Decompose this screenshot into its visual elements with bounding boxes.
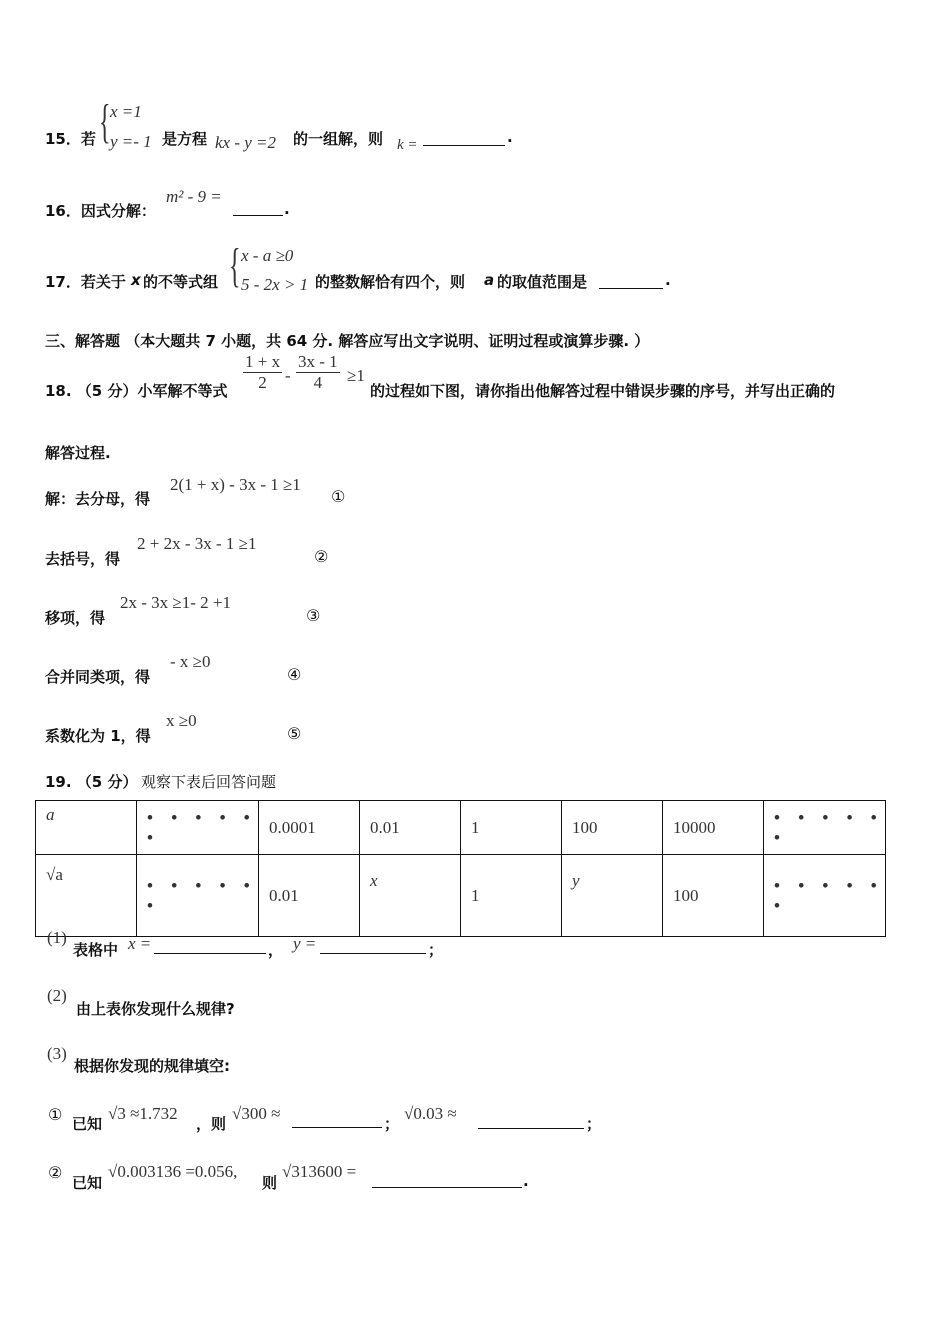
q19-p1-comma: ， [268,941,284,959]
fill-2-q: √313600 = [282,1162,357,1181]
q17-var-a: a [484,271,495,289]
step-3-expr: 2x - 3x ≥1- 2 +1 [120,593,231,612]
q15-text2: 的一组解，则 [293,130,384,148]
q15-sys-line1: x =1 [110,102,142,121]
table-cell: √a [36,855,137,937]
step-1-mark: ① [331,487,346,506]
q18-frac1-den: 2 [258,373,267,392]
q19-p1-end: ； [428,941,444,959]
q17-end: . [665,271,671,289]
fill-1-expr: √3 ≈1.732 [108,1104,178,1123]
q17-suffix2: 的取值范围是 [497,273,588,291]
fill-1-end: ； [586,1115,602,1133]
q19-table [35,800,886,937]
q15-var: k = [397,137,418,153]
q19-x-answer-blank[interactable] [154,939,266,954]
table-cell: 0.01 [360,801,461,855]
step-2-mark: ② [314,547,329,566]
step-2-expr: 2 + 2x - 3x - 1 ≥1 [137,534,257,553]
table-cell: • • • • • • [137,801,259,855]
q17-mid: 的不等式组 [143,273,219,291]
step-4-label: 合并同类项，得 [45,668,151,686]
fill-2-expr: √0.003136 =0.056, [108,1162,238,1181]
fill-1-sep: ； [384,1115,400,1133]
step-3-mark: ③ [306,606,321,625]
q16-answer-blank[interactable] [233,201,283,216]
q18-minus: - [285,366,291,385]
q19-y-answer-blank[interactable] [320,939,426,954]
q17-suffix1: 的整数解恰有四个，则 [315,273,466,291]
q16-end: . [284,200,290,218]
table-cell: 100 [562,801,663,855]
q17-var-x: x [131,271,141,289]
q16-label: 16．因式分解： [45,202,156,220]
q19-number: 19. （5 分） [45,773,138,791]
fill-2-answer-blank[interactable] [372,1173,522,1188]
q18-rhs: ≥1 [347,366,365,385]
table-cell: • • • • • • [764,801,886,855]
step-1-expr: 2(1 + x) - 3x - 1 ≥1 [170,475,301,494]
fill-1-then: ，则 [196,1115,227,1133]
fill-1-answer-blank-2[interactable] [478,1114,584,1129]
q18-frac2-den: 4 [313,373,323,392]
q15-sys-line2: y =- 1 [110,132,152,151]
table-cell: y [562,855,663,937]
q19-p1-text: 表格中 [73,941,119,959]
q18-frac1-num: 1 + x [245,352,281,371]
fill-2-then: 则 [262,1174,278,1192]
step-1-label: 解：去分母，得 [45,490,151,508]
q19-p2-number: (2) [47,986,67,1005]
table-cell: 10000 [663,801,764,855]
step-4-mark: ④ [287,665,302,684]
q17-ineq1: x - a ≥0 [241,246,294,265]
q17-prefix: 17．若关于 [45,273,126,291]
section-3-heading: 三、解答题 （本大题共 7 小题，共 64 分. 解答应写出文字说明、证明过程或演算步骤. ） [45,332,650,350]
q15-brace: { [99,95,111,148]
table-cell: 1 [461,801,562,855]
fill-1-q1: √300 ≈ [232,1104,281,1123]
q17-answer-blank[interactable] [599,274,663,289]
q19-title: 观察下表后回答问题 [141,773,277,791]
step-3-label: 移项，得 [45,609,106,627]
table-cell: 100 [663,855,764,937]
fill-2-end: . [523,1172,529,1190]
q18-fraction-2 [296,352,340,393]
table-cell: 0.01 [259,855,360,937]
q16-expr: m² - 9 = [166,187,222,206]
table-cell: x [360,855,461,937]
fill-1-known: 已知 [72,1115,103,1133]
q17-ineq2: 5 - 2x > 1 [241,275,309,294]
step-5-label: 系数化为 1，得 [45,727,151,745]
q15-number: 15．若 [45,130,96,148]
q18-line2: 解答过程. [45,444,111,462]
q18-frac2-num: 3x - 1 [298,352,338,371]
q18-suffix: 的过程如下图，请你指出他解答过程中错误步骤的序号，并写出正确的 [370,382,836,400]
q19-p3-number: (3) [47,1044,67,1063]
q15-answer-blank[interactable] [423,131,505,146]
q15-end: . [507,128,513,146]
table-cell: • • • • • • [137,855,259,937]
q15-equation: kx - y =2 [215,133,277,152]
q17-brace: { [229,239,241,292]
step-4-expr: - x ≥0 [170,652,211,671]
step-5-expr: x ≥0 [166,711,197,730]
table-cell: 0.0001 [259,801,360,855]
table-cell: 1 [461,855,562,937]
step-2-label: 去括号，得 [45,550,121,568]
q18-fraction-1 [243,352,282,393]
fill-2-mark: ② [48,1163,63,1182]
table-cell: • • • • • • [764,855,886,937]
q19-p1-number: (1) [47,928,67,947]
q19-p1-x: x = [128,934,152,953]
table-cell: a [36,801,137,855]
fill-1-mark: ① [48,1105,63,1124]
fill-1-q2: √0.03 ≈ [404,1104,457,1123]
q15-text1: 是方程 [162,130,208,148]
table-row [36,801,886,855]
q18-prefix: 18. （5 分）小军解不等式 [45,382,228,400]
q19-p1-y: y = [293,934,317,953]
fill-2-known: 已知 [72,1174,103,1192]
fill-1-answer-blank-1[interactable] [292,1113,382,1128]
step-5-mark: ⑤ [287,724,302,743]
q19-p2-text: 由上表你发现什么规律? [76,1000,235,1018]
q19-p3-text: 根据你发现的规律填空: [74,1057,230,1075]
table-row [36,855,886,937]
